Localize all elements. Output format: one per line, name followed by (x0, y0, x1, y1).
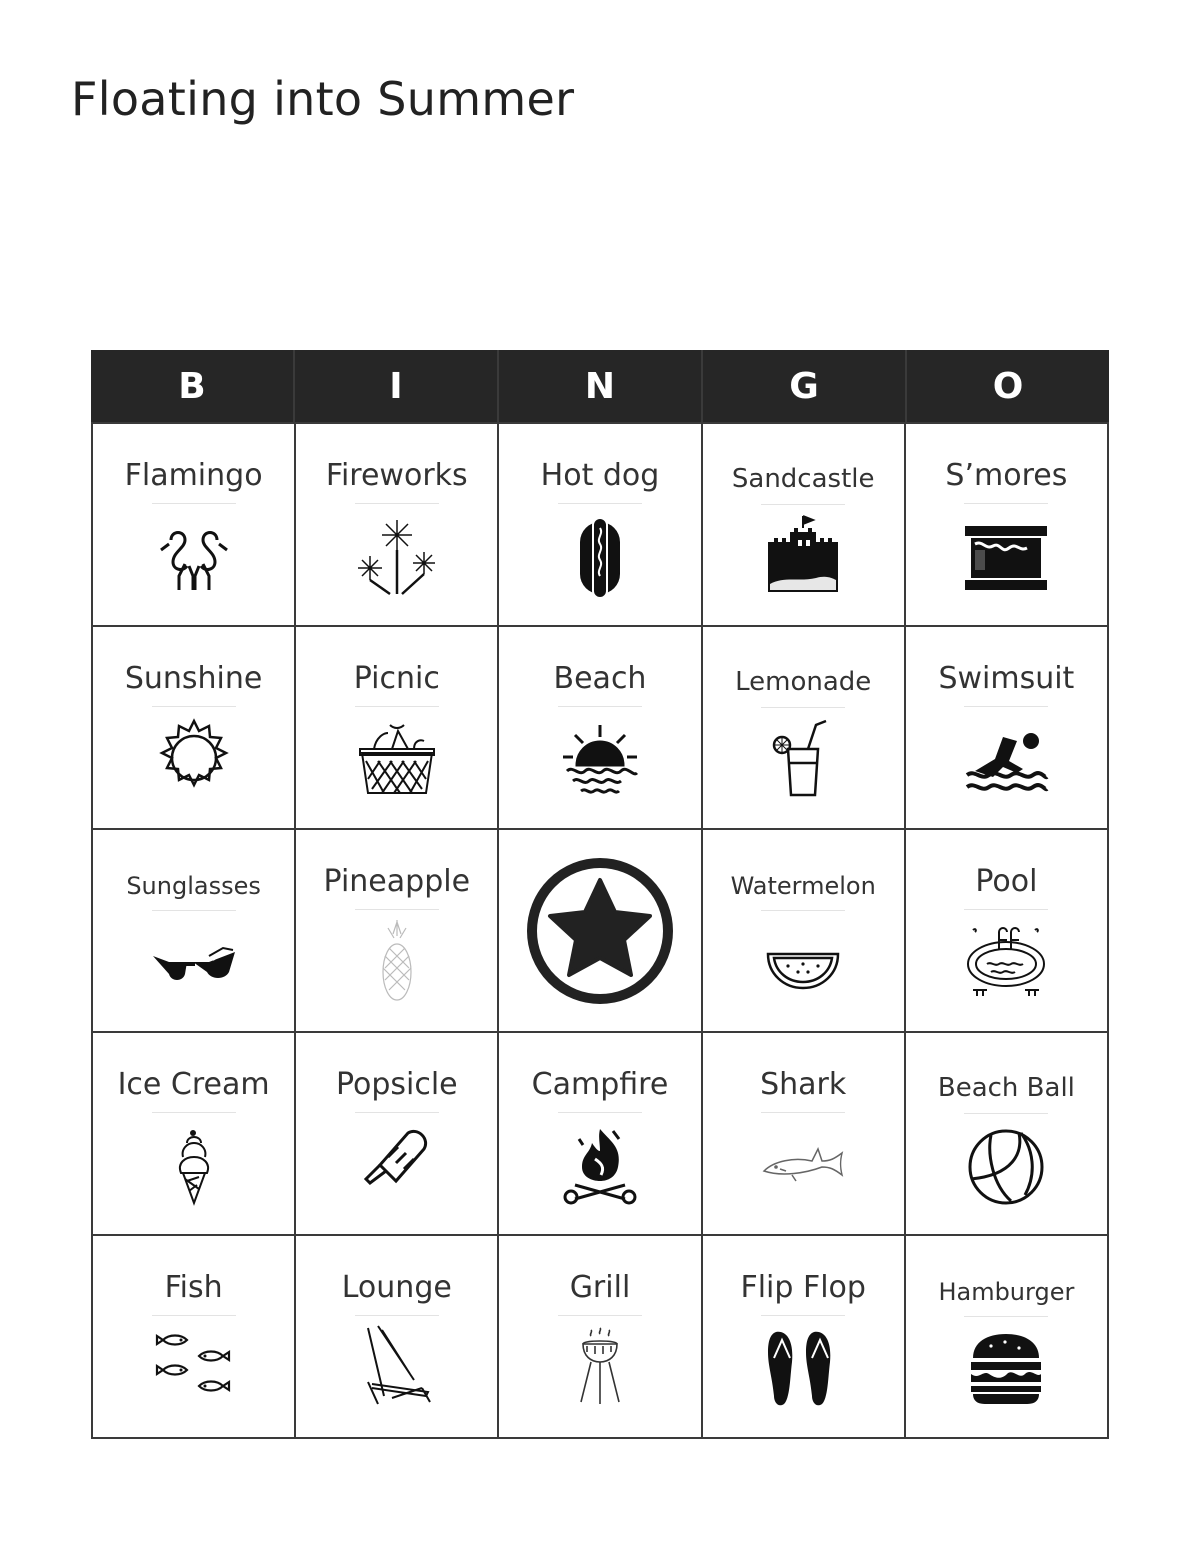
campfire-icon (555, 1119, 645, 1209)
cell-divider (558, 1112, 642, 1113)
bingo-cell[interactable] (296, 1236, 499, 1439)
bingo-cell[interactable] (906, 627, 1109, 830)
bingo-cell[interactable] (296, 424, 499, 627)
sandcastle-icon (758, 510, 848, 600)
bingo-cell[interactable] (93, 830, 296, 1033)
cell-label: Popsicle (335, 1067, 458, 1102)
bingo-cell[interactable] (703, 627, 906, 830)
smores-icon (961, 510, 1051, 600)
flip-flop-icon (758, 1322, 848, 1412)
cell-divider (355, 706, 439, 707)
bingo-cell[interactable] (499, 1033, 702, 1236)
cell-label: Beach Ball (937, 1073, 1075, 1103)
bingo-cell[interactable] (296, 830, 499, 1033)
picnic-basket-icon (352, 713, 442, 803)
cell-divider (355, 1112, 439, 1113)
bingo-cell[interactable] (906, 424, 1109, 627)
cell-label: Sunshine (124, 661, 263, 696)
popsicle-icon (352, 1119, 442, 1209)
lounge-chair-icon (352, 1322, 442, 1412)
bingo-grid (91, 422, 1109, 1439)
cell-divider (558, 706, 642, 707)
cell-divider (355, 909, 439, 910)
cell-label: Fireworks (325, 458, 468, 493)
cell-divider (761, 1112, 845, 1113)
cell-divider (761, 1315, 845, 1316)
header-letter-g: G (703, 350, 907, 422)
cell-divider (964, 503, 1048, 504)
cell-label: Pool (975, 864, 1038, 899)
cell-label: Pineapple (323, 864, 471, 899)
pineapple-icon (352, 916, 442, 1006)
star-free-space-icon (525, 856, 675, 1006)
header-letter-b: B (91, 350, 295, 422)
bingo-cell[interactable] (499, 627, 702, 830)
cell-label: Sunglasses (126, 872, 261, 900)
cell-label: S’mores (945, 458, 1068, 493)
cell-divider (355, 1315, 439, 1316)
bingo-cell[interactable] (703, 1236, 906, 1439)
bingo-cell[interactable] (703, 424, 906, 627)
cell-label: Grill (569, 1270, 631, 1305)
lemonade-icon (758, 713, 848, 803)
cell-label: Watermelon (730, 872, 876, 900)
cell-label: Lounge (341, 1270, 452, 1305)
hamburger-icon (961, 1322, 1051, 1412)
cell-divider (152, 1112, 236, 1113)
bingo-cell[interactable] (906, 1236, 1109, 1439)
cell-label: Flamingo (124, 458, 263, 493)
cell-divider (964, 909, 1048, 910)
flamingo-icon (149, 510, 239, 600)
bingo-cell[interactable] (906, 830, 1109, 1033)
hot-dog-icon (555, 510, 645, 600)
ice-cream-icon (149, 1119, 239, 1209)
header-letter-i: I (295, 350, 499, 422)
header-letter-n: N (499, 350, 703, 422)
bingo-cell[interactable] (703, 830, 906, 1033)
cell-divider (761, 707, 845, 708)
cell-divider (761, 910, 845, 911)
cell-label: Beach (553, 661, 647, 696)
bingo-cell[interactable] (93, 1236, 296, 1439)
bingo-cell[interactable] (93, 424, 296, 627)
cell-divider (558, 503, 642, 504)
cell-label: Hot dog (540, 458, 660, 493)
bingo-cell[interactable] (93, 627, 296, 830)
beach-ball-icon (961, 1119, 1051, 1209)
shark-icon (758, 1119, 848, 1209)
page-title: Floating into Summer (71, 72, 575, 126)
cell-divider (355, 503, 439, 504)
cell-label: Ice Cream (117, 1067, 270, 1102)
cell-label: Picnic (353, 661, 440, 696)
cell-label: Swimsuit (938, 661, 1075, 696)
bingo-cell-free-space[interactable] (499, 830, 702, 1033)
bingo-cell[interactable] (906, 1033, 1109, 1236)
cell-divider (964, 706, 1048, 707)
bingo-cell[interactable] (93, 1033, 296, 1236)
swimmer-icon (961, 713, 1051, 803)
cell-divider (152, 706, 236, 707)
grill-icon (555, 1322, 645, 1412)
cell-label: Fish (164, 1270, 223, 1305)
fish-icon (149, 1322, 239, 1412)
bingo-header-row (91, 350, 1109, 422)
cell-divider (964, 1113, 1048, 1114)
cell-divider (152, 910, 236, 911)
bingo-cell[interactable] (296, 627, 499, 830)
cell-divider (152, 503, 236, 504)
cell-label: Campfire (531, 1067, 669, 1102)
fireworks-icon (352, 510, 442, 600)
bingo-cell[interactable] (296, 1033, 499, 1236)
sunglasses-icon (149, 916, 239, 1006)
cell-label: Sandcastle (731, 464, 875, 494)
cell-label: Hamburger (938, 1278, 1075, 1306)
bingo-cell[interactable] (703, 1033, 906, 1236)
cell-divider (964, 1316, 1048, 1317)
bingo-cell[interactable] (499, 424, 702, 627)
bingo-board (91, 350, 1109, 1439)
cell-divider (761, 504, 845, 505)
bingo-cell[interactable] (499, 1236, 702, 1439)
cell-label: Shark (760, 1067, 847, 1102)
cell-divider (558, 1315, 642, 1316)
pool-icon (961, 916, 1051, 1006)
sun-icon (149, 713, 239, 803)
cell-divider (152, 1315, 236, 1316)
cell-label: Lemonade (735, 667, 872, 697)
cell-label: Flip Flop (740, 1270, 866, 1305)
header-letter-o: O (992, 365, 1024, 407)
watermelon-icon (758, 916, 848, 1006)
beach-sunset-icon (555, 713, 645, 803)
